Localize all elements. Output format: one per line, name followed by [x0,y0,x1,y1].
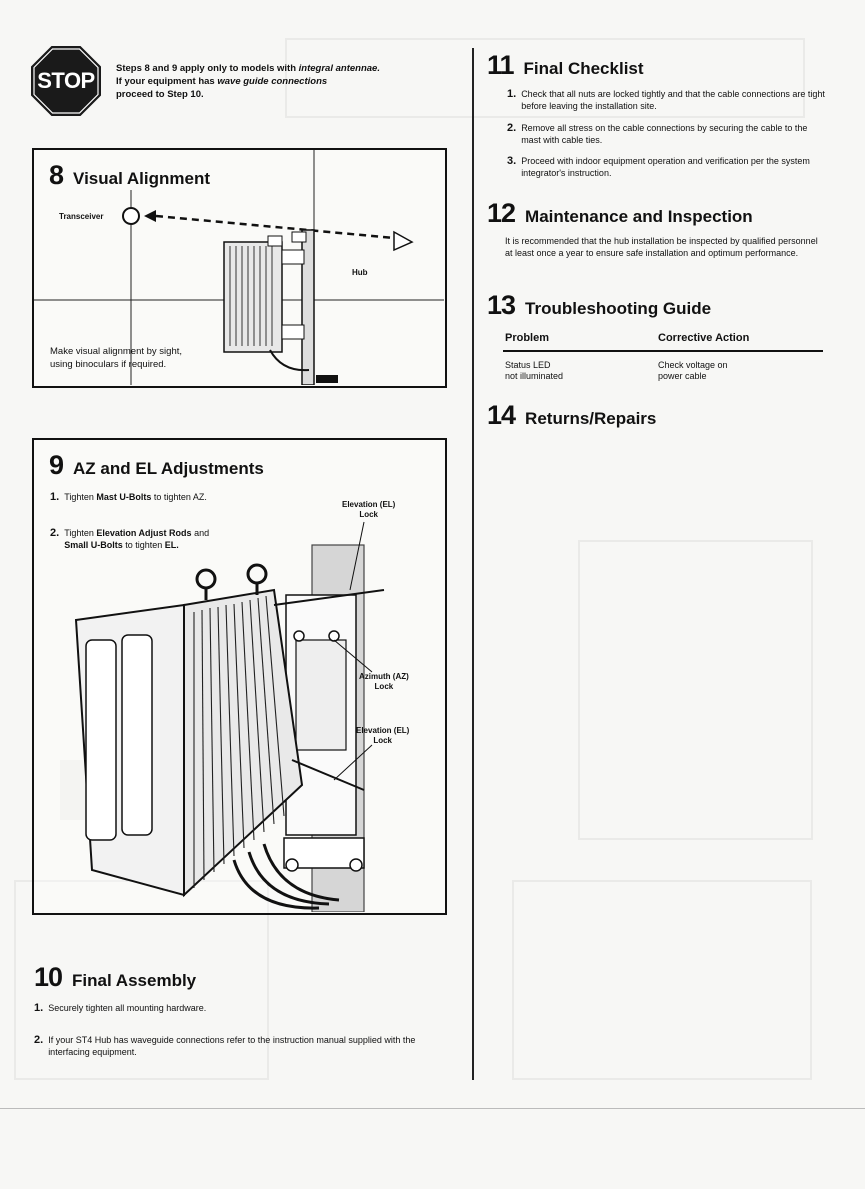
item-number: 1. [34,1002,44,1014]
step9-panel [32,438,447,915]
step-number: 13 [487,290,516,320]
bleed-through-box [578,540,813,840]
stop-note-emphasis: wave guide connections [217,76,328,87]
item-number: 2. [507,122,517,134]
step9-heading [49,450,264,481]
item-number: 1. [50,491,60,503]
step-number: 9 [49,450,64,480]
item-text: and [191,528,210,538]
step12-heading [487,198,753,229]
step-number: 10 [34,962,63,992]
item-text: Check that all nuts are locked tightly and that the cable connections are tight before leaving the installation site. [521,89,825,111]
step9-item-2 [50,527,290,551]
step8-heading [49,160,210,191]
item-number: 2. [50,527,60,539]
step-title: Final Assembly [72,971,197,990]
step9-item-1 [50,491,207,503]
item-text: to tighten [122,540,165,550]
step-title: Returns/Repairs [525,409,657,428]
item-text: Tighten [64,492,97,502]
step10-heading [34,962,196,993]
step13-heading [487,290,711,321]
step10-item-2 [34,1034,424,1058]
item-text: Proceed with indoor equipment operation and verification per the system integrator's instruction. [521,156,810,178]
stop-note-text: Steps 8 and 9 apply only to models with [116,63,299,74]
step11-item-3 [507,155,827,179]
step10-item-1 [34,1002,206,1014]
step8-caption [50,346,182,371]
item-bold-text: Mast U-Bolts [96,492,152,502]
caption-line: Make visual alignment by sight, [50,346,183,357]
item-text: to tighten AZ. [151,492,207,502]
step-number: 11 [487,50,514,80]
step-number: 8 [49,160,64,190]
az-lock-label: Azimuth (AZ) Lock [359,672,409,691]
step-title: Final Checklist [523,59,644,78]
caption-line: using binoculars if required. [50,358,167,370]
stop-note-text: If your equipment has [116,76,218,87]
item-bold-text: EL. [164,540,179,550]
step11-item-1 [507,88,827,112]
item-number: 2. [34,1034,44,1046]
step11-item-2 [507,122,827,146]
item-text: Remove all stress on the cable connections by securing the cable to the mast with cable ties. [521,123,808,145]
step-number: 12 [487,198,516,228]
hub-label: Hub [352,268,368,277]
item-bold-text: Elevation Adjust Rods [96,528,192,538]
action-column-header: Corrective Action [658,332,750,344]
transceiver-label: Transceiver [59,212,104,221]
page-bottom-rule [0,1108,865,1109]
step11-heading [487,50,644,81]
table-header-rule [503,350,823,352]
stop-sign-label: STOP [37,68,95,93]
table-cell-problem: Status LED not illuminated [505,360,564,381]
step-number: 14 [487,400,516,430]
item-text: If your ST4 Hub has waveguide connections refer to the instruction manual supplied with the interfacing equipment. [48,1035,416,1057]
stop-note-text: proceed to Step 10. [116,89,204,100]
el-lock-top-label: Elevation (EL) Lock [342,500,396,519]
step14-heading [487,400,656,431]
stop-note-emphasis: integral antennae. [298,63,380,74]
item-text: Tighten [64,528,97,538]
el-lock-bottom-label: Elevation (EL) Lock [356,726,410,745]
bleed-through-box [512,880,812,1080]
problem-column-header: Problem [505,332,550,344]
table-cell-action: Check voltage on power cable [658,360,728,381]
step-title: Visual Alignment [73,169,211,188]
item-text: Securely tighten all mounting hardware. [48,1003,207,1013]
item-bold-text: Small U-Bolts [64,540,123,550]
item-number: 3. [507,155,517,167]
column-divider [472,48,474,1080]
step12-body: It is recommended that the hub installation be inspected by qualified personnel at least once a year to ensure safe installation and optimum performance. [505,236,818,258]
item-number: 1. [507,88,517,100]
step-title: Troubleshooting Guide [525,299,712,318]
stop-note [116,62,456,101]
step-title: Maintenance and Inspection [525,207,753,226]
step-title: AZ and EL Adjustments [73,459,264,478]
